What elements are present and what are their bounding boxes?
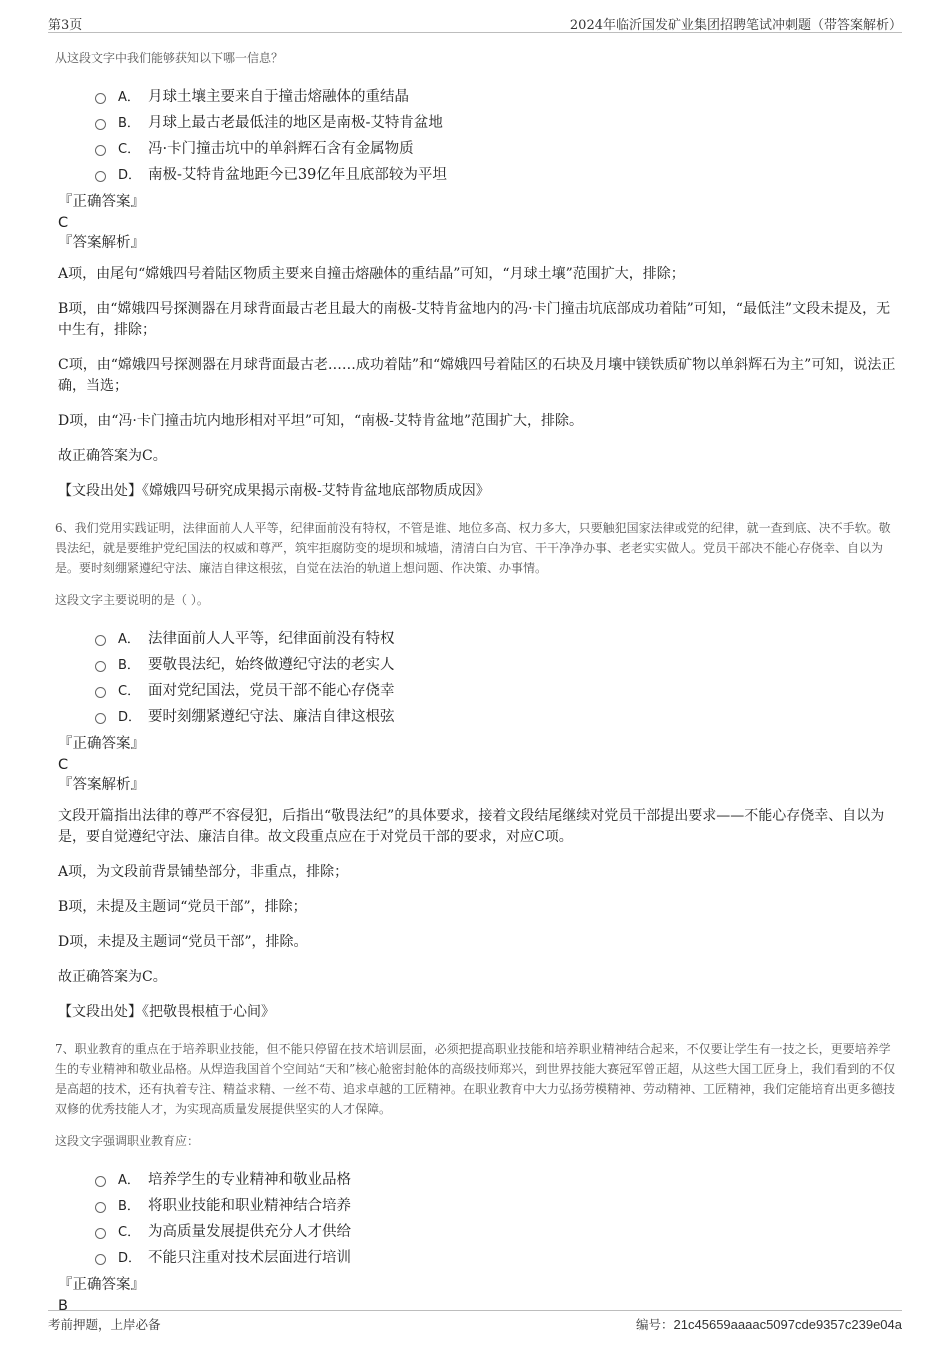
q7-answer-label: 『正确答案』 (58, 1277, 145, 1293)
option-letter: D． (118, 167, 142, 183)
option-text: 南极-艾特肯盆地距今已39亿年且底部较为平坦 (148, 166, 447, 183)
q6-option-c[interactable] (95, 676, 902, 702)
option-letter: B． (118, 1198, 140, 1214)
code-label: 编号： (636, 1317, 674, 1332)
option-text: 法律面前人人平等，纪律面前没有特权 (148, 630, 395, 647)
option-letter: A． (118, 631, 140, 647)
radio-icon[interactable] (95, 635, 106, 646)
q6-analysis-main: 文段开篇指出法律的尊严不容侵犯，后指出“敬畏法纪”的具体要求，接着文段结尾继续对党员干部提出要求——不能心存侥幸、自以为是，要自觉遵纪守法、廉洁自律。故文段重点应在于对党员干部的要求，对应C项。 (58, 808, 885, 845)
q6-option-d[interactable] (95, 702, 902, 728)
q5-prompt: 从这段文字中我们能够获知以下哪一信息？ (55, 51, 284, 65)
option-text: 培养学生的专业精神和敬业品格 (148, 1171, 351, 1188)
option-letter: D． (118, 1250, 142, 1266)
document-code (636, 1315, 902, 1333)
option-text: 面对党纪国法，党员干部不能心存侥幸 (148, 682, 395, 699)
q6-answer-label: 『正确答案』 (58, 736, 145, 752)
q5-analysis-c: C项，由“嫦娥四号探测器在月球背面最古老……成功着陆”和“嫦娥四号着陆区的石块及月壤中镁铁质矿物以单斜辉石为主”可知，说法正确，当选； (58, 357, 896, 394)
q6-conclusion: 故正确答案为C。 (58, 969, 167, 985)
page-header (48, 10, 902, 33)
q7-prompt: 这段文字强调职业教育应： (55, 1134, 200, 1148)
q5-answer: C (58, 215, 69, 231)
q6-analysis-label: 『答案解析』 (58, 777, 145, 793)
q5-analysis-d: D项，由“冯·卡门撞击坑内地形相对平坦”可知，“南极-艾特肯盆地”范围扩大，排除。 (58, 413, 584, 429)
option-text: 要时刻绷紧遵纪守法、廉洁自律这根弦 (148, 708, 395, 725)
radio-icon[interactable] (95, 93, 106, 104)
q5-options (95, 82, 902, 186)
option-text: 冯·卡门撞击坑中的单斜辉石含有金属物质 (148, 140, 414, 157)
q6-answer: C (58, 757, 69, 773)
option-letter: D． (118, 709, 142, 725)
option-letter: C． (118, 1224, 141, 1240)
q5-option-a[interactable] (95, 82, 902, 108)
option-text: 月球土壤主要来自于撞击熔融体的重结晶 (148, 88, 409, 105)
q5-source: 【文段出处】《嫦娥四号研究成果揭示南极-艾特肯盆地底部物质成因》 (58, 483, 490, 499)
q5-analysis-b: B项，由“嫦娥四号探测器在月球背面最古老且最大的南极-艾特肯盆地内的冯·卡门撞击坑底部成功着陆”可知，“最低洼”文段未提及，无中生有，排除； (58, 301, 891, 338)
option-text: 将职业技能和职业精神结合培养 (148, 1197, 351, 1214)
q6-analysis-a: A项，为文段前背景铺垫部分，非重点，排除； (58, 864, 349, 880)
q5-option-c[interactable] (95, 134, 902, 160)
q6-analysis-b: B项，未提及主题词“党员干部”，排除； (58, 899, 307, 915)
radio-icon[interactable] (95, 171, 106, 182)
option-letter: B． (118, 115, 140, 131)
footer-slogan: 考前押题，上岸必备 (48, 1317, 161, 1332)
q5-conclusion: 故正确答案为C。 (58, 448, 167, 464)
option-letter: B． (118, 657, 140, 673)
q5-option-b[interactable] (95, 108, 902, 134)
option-letter: A． (118, 1172, 140, 1188)
radio-icon[interactable] (95, 661, 106, 672)
option-text: 为高质量发展提供充分人才供给 (148, 1223, 351, 1240)
option-letter: C． (118, 141, 141, 157)
page-number: 第3页 (48, 18, 83, 33)
radio-icon[interactable] (95, 1228, 106, 1239)
page-content (55, 48, 902, 1316)
q6-option-b[interactable] (95, 650, 902, 676)
radio-icon[interactable] (95, 145, 106, 156)
q6-stem: 6、我们党用实践证明，法律面前人人平等，纪律面前没有特权，不管是谁、地位多高、权力多大，只要触犯国家法律或党的纪律，就一查到底、决不手软。敬畏法纪，就是要维护党纪国法的权威和尊严，筑牢拒腐防变的堤坝和城墙，清清白白为官、干干净净办事、老老实实做人。党员干部决不能心存侥幸、自以为是。要时刻绷紧遵纪守法、廉洁自律这根弦，自觉在法治的轨道上想问题、作决策、办事情。 (55, 521, 891, 575)
q7-option-b[interactable] (95, 1191, 902, 1217)
document-title: 2024年临沂国发矿业集团招聘笔试冲刺题（带答案解析） (569, 18, 902, 33)
radio-icon[interactable] (95, 687, 106, 698)
radio-icon[interactable] (95, 119, 106, 130)
radio-icon[interactable] (95, 1254, 106, 1265)
q7-options (95, 1165, 902, 1269)
q6-prompt: 这段文字主要说明的是（ ）。 (55, 593, 209, 607)
q5-analysis-label: 『答案解析』 (58, 235, 145, 251)
option-text: 月球上最古老最低洼的地区是南极-艾特肯盆地 (148, 114, 443, 131)
q5-option-d[interactable] (95, 160, 902, 186)
option-letter: A． (118, 89, 140, 105)
q6-analysis-d: D项，未提及主题词“党员干部”，排除。 (58, 934, 308, 950)
radio-icon[interactable] (95, 1202, 106, 1213)
q7-option-d[interactable] (95, 1243, 902, 1269)
q7-answer: B (58, 1298, 68, 1314)
q6-source: 【文段出处】《把敬畏根植于心间》 (58, 1004, 275, 1020)
q7-option-c[interactable] (95, 1217, 902, 1243)
code-value: 21c45659aaaac5097cde9357c239e04a (673, 1317, 902, 1332)
q7-stem: 7、职业教育的重点在于培养职业技能，但不能只停留在技术培训层面，必须把提高职业技能和培养职业精神结合起来，不仅要让学生有一技之长，更要培养学生的专业精神和敬业品格。从焊造我国首个空间站“天和”核心舱密封舱体的高级技师郑兴，到世界技能大赛冠军曾正超，从这些大国工匠身上，我们看到的不仅是高超的技术，还有执着专注、精益求精、一丝不苟、追求卓越的工匠精神。在职业教育中大力弘扬劳模精神、劳动精神、工匠精神，我们定能培育出更多德技双修的优秀技能人才，为实现高质量发展提供坚实的人才保障。 (55, 1042, 896, 1116)
option-text: 要敬畏法纪，始终做遵纪守法的老实人 (148, 656, 395, 673)
radio-icon[interactable] (95, 713, 106, 724)
q6-option-a[interactable] (95, 624, 902, 650)
q5-analysis-a: A项，由尾句“嫦娥四号着陆区物质主要来自撞击熔融体的重结晶”可知，“月球土壤”范围扩大，排除； (58, 266, 685, 282)
radio-icon[interactable] (95, 1176, 106, 1187)
q5-answer-label: 『正确答案』 (58, 194, 145, 210)
option-text: 不能只注重对技术层面进行培训 (148, 1249, 351, 1266)
page-footer (48, 1310, 902, 1339)
q6-options (95, 624, 902, 728)
q7-option-a[interactable] (95, 1165, 902, 1191)
option-letter: C． (118, 683, 141, 699)
